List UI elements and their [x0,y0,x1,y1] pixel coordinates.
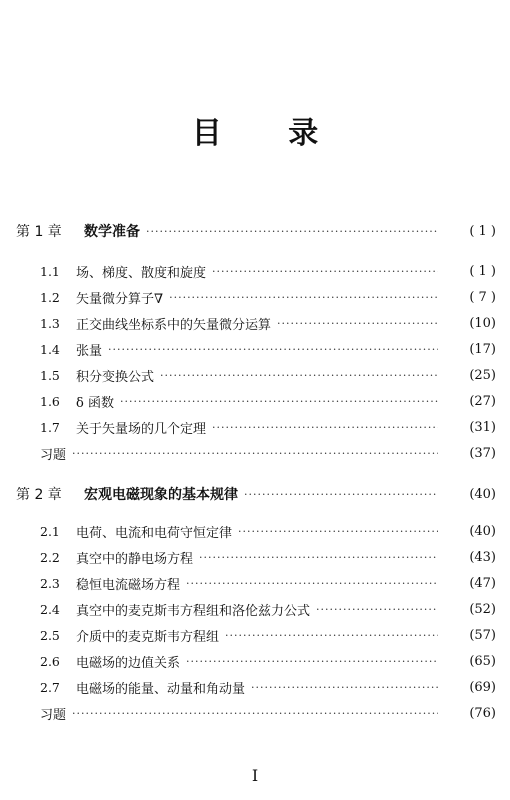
dot-leader [199,552,438,563]
dot-leader [72,448,438,459]
entry-label: δ 函数 [76,396,114,411]
toc-section-2-1[interactable] [16,522,496,541]
toc-exercises-ch2[interactable] [16,704,496,723]
toc-exercises-ch1[interactable] [16,444,496,463]
entry-page: (40) [469,524,496,539]
entry-number: 2.3 [40,576,60,591]
dot-leader [146,226,438,237]
toc-chapter-2[interactable] [16,484,496,504]
toc-chapter-1[interactable] [16,221,496,241]
entry-number: 1.1 [40,264,60,279]
entry-page: (69) [469,680,496,695]
entry-label: 场、梯度、散度和旋度 [76,266,207,281]
entry-page: (40) [469,486,496,502]
entry-label: 正交曲线坐标系中的矢量微分运算 [76,318,272,333]
toc-section-1-3[interactable] [16,314,496,333]
entry-page: (52) [469,602,496,617]
dot-leader [108,344,438,355]
entry-label: 电磁场的边值关系 [76,656,181,671]
dot-leader [160,370,438,381]
entry-number: 2.2 [40,550,60,565]
entry-page: (65) [469,654,496,669]
entry-number: 2.6 [40,654,60,669]
entry-label: 宏观电磁现象的基本规律 [84,487,238,503]
dot-leader [316,604,438,615]
entry-page: ( 1 ) [469,264,496,279]
entry-number: 第 1 章 [16,224,62,240]
entry-label: 张量 [76,344,103,359]
entry-page: (76) [469,706,496,721]
toc-section-1-6[interactable] [16,392,496,411]
page-number: I [251,766,259,785]
dot-leader [186,656,438,667]
toc-section-2-7[interactable] [16,678,496,697]
entry-label: 积分变换公式 [76,370,155,385]
entry-number: 1.6 [40,394,60,409]
entry-label: 真空中的麦克斯韦方程组和洛伦兹力公式 [76,604,311,619]
entry-number: 2.5 [40,628,60,643]
entry-number: 1.5 [40,368,60,383]
entry-number: 1.7 [40,420,60,435]
entry-label: 矢量微分算子∇ [76,292,164,307]
entry-page: (31) [469,420,496,435]
toc-section-2-2[interactable] [16,548,496,567]
entry-label: 数学准备 [84,224,140,240]
entry-page: ( 7 ) [469,290,496,305]
dot-leader [169,292,438,303]
entry-label: 稳恒电流磁场方程 [76,578,181,593]
dot-leader [277,318,438,329]
entry-number: 1.4 [40,342,60,357]
toc-section-1-5[interactable] [16,366,496,385]
entry-page: (37) [469,446,496,461]
toc-section-1-2[interactable] [16,288,496,307]
entry-number: 1.2 [40,290,60,305]
dot-leader [225,630,438,641]
toc-section-2-5[interactable] [16,626,496,645]
entry-page: (17) [469,342,496,357]
toc-section-1-4[interactable] [16,340,496,359]
entry-page: ( 1 ) [469,223,496,239]
entry-label: 习题 [40,448,67,463]
entry-number: 2.4 [40,602,60,617]
dot-leader [251,682,438,693]
dot-leader [212,422,438,433]
entry-number: 2.1 [40,524,60,539]
entry-page: (57) [469,628,496,643]
dot-leader [212,266,438,277]
entry-page: (47) [469,576,496,591]
dot-leader [244,489,438,500]
entry-number: 第 2 章 [16,487,62,503]
entry-label: 电荷、电流和电荷守恒定律 [76,526,233,541]
entry-page: (25) [469,368,496,383]
dot-leader [186,578,438,589]
entry-page: (27) [469,394,496,409]
entry-number: 2.7 [40,680,60,695]
toc-section-2-3[interactable] [16,574,496,593]
entry-label: 习题 [40,708,67,723]
toc-section-2-6[interactable] [16,652,496,671]
dot-leader [72,708,438,719]
dot-leader [238,526,438,537]
toc-section-2-4[interactable] [16,600,496,619]
entry-label: 介质中的麦克斯韦方程组 [76,630,220,645]
entry-page: (10) [469,316,496,331]
dot-leader [120,396,438,407]
toc-section-1-7[interactable] [16,418,496,437]
entry-label: 电磁场的能量、动量和角动量 [76,682,246,697]
entry-page: (43) [469,550,496,565]
toc-title: 目 录 [191,116,347,151]
toc-section-1-1[interactable] [16,262,496,281]
entry-label: 关于矢量场的几个定理 [76,422,207,437]
entry-number: 1.3 [40,316,60,331]
entry-label: 真空中的静电场方程 [76,552,194,567]
